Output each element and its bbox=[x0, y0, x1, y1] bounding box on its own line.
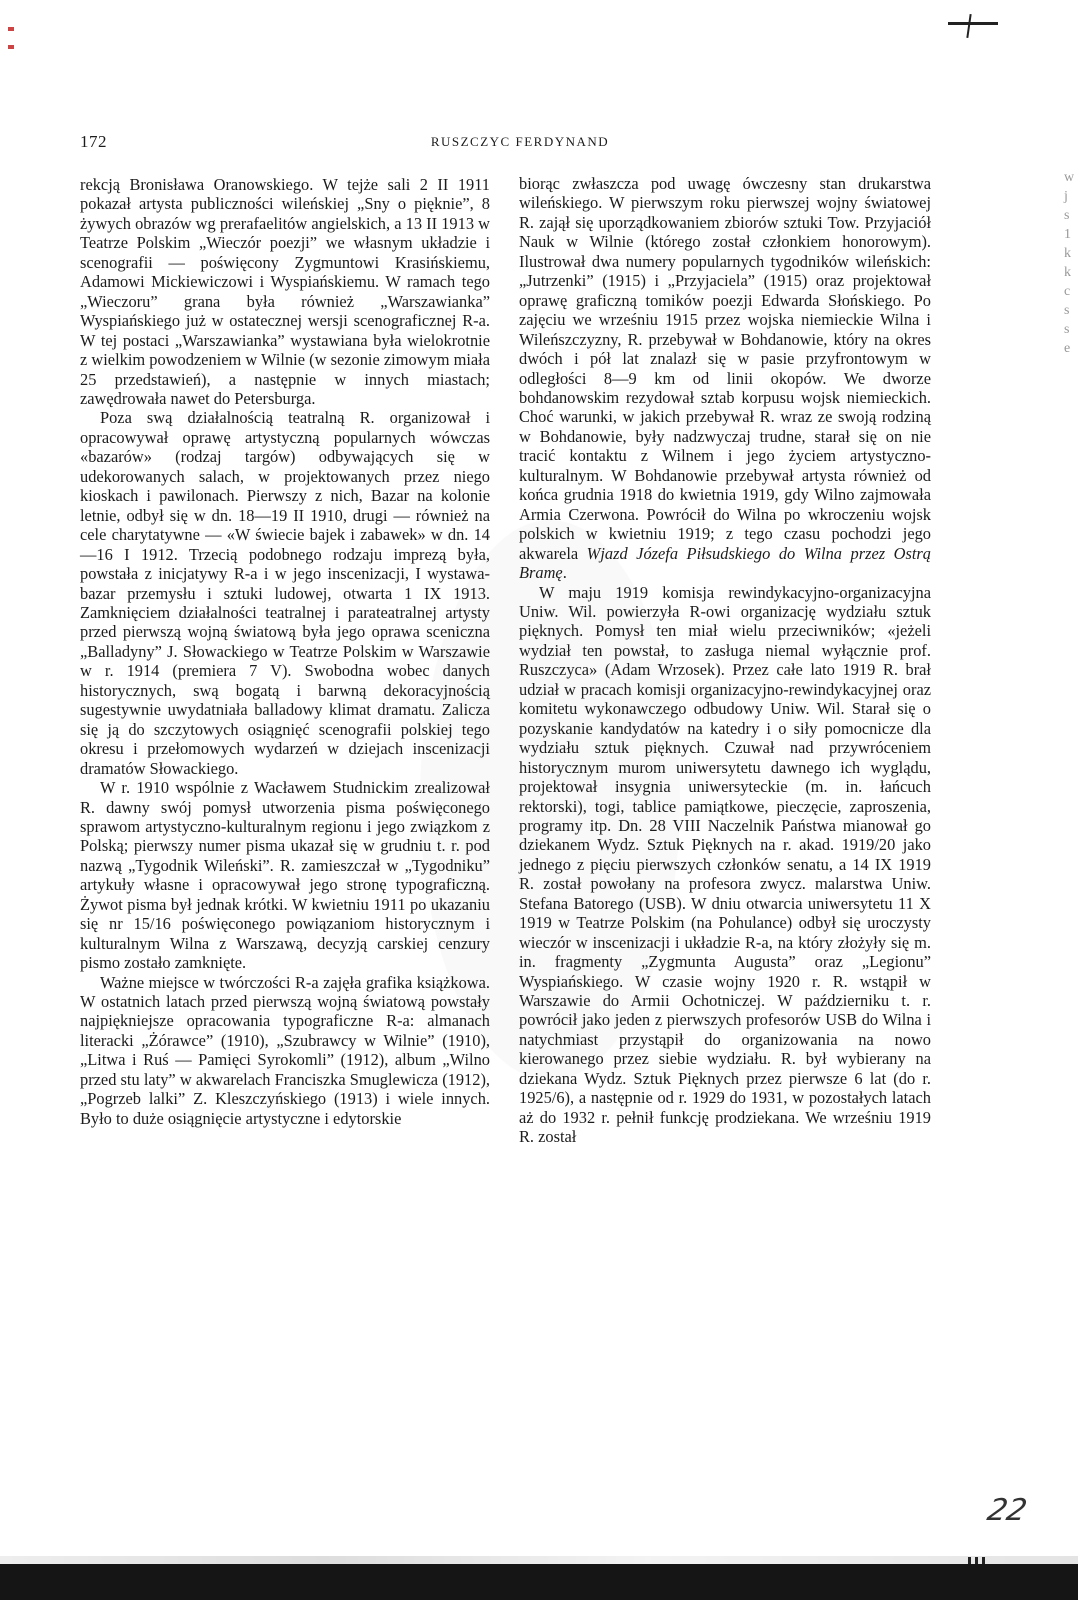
edge-letter: 1 bbox=[1064, 227, 1071, 242]
scan-bottom-band bbox=[0, 1564, 1078, 1600]
left-paragraph-1: rekcją Bronisława Oranowskiego. W tejże sali 2 II 1911 pokazał artysta publiczności wileńskiej „Sny o pięknie”, 8 żywych obrazów wg prerafaelitów angielskich, a 13 II 1913 w Teatrze Polskim „Wieczór poezji” we własnym układzie i scenografii — poświęcony Zygmuntowi Krasińskiemu, Adamowi Mickiewiczowi i Wyspiańskiemu. W ramach tego „Wieczoru” grana była również „Warszawianka” Wyspiańskiego już w ostatecznej wersji scenograficznej R-a. W tej postaci „Warszawianka” wystawiana była wielokrotnie z wielkim powodzeniem w Wilnie (w sezonie zimowym miała 25 przedstawień), a następnie w innych miastach; zawędrowała nawet do Petersburga. bbox=[80, 175, 490, 408]
edge-letter: e bbox=[1064, 341, 1071, 356]
left-column bbox=[80, 175, 490, 1128]
right-paragraph-1-end: . bbox=[562, 563, 567, 583]
artwork-title: Wjazd Józefa Piłsudskiego do Wilna przez Ostrą Bramę bbox=[519, 543, 931, 583]
running-head: RUSZCZYC FERDYNAND bbox=[430, 134, 610, 149]
edge-letter: s bbox=[1064, 322, 1070, 337]
handwritten-sheet-number: 22 bbox=[984, 1493, 1030, 1528]
edge-letter: c bbox=[1064, 284, 1071, 299]
scan-top-tick bbox=[966, 14, 971, 38]
scan-bottom-notch bbox=[968, 1552, 1008, 1560]
page-number: 172 bbox=[80, 132, 107, 151]
edge-letter: s bbox=[1064, 208, 1070, 223]
edge-letter: w bbox=[1064, 170, 1075, 185]
right-paragraph-1 bbox=[519, 174, 931, 583]
edge-letter: j bbox=[1064, 189, 1068, 204]
adjacent-page-edge bbox=[1058, 170, 1078, 400]
scan-bottom-edge bbox=[0, 1556, 1078, 1564]
scan-top-rule bbox=[948, 22, 998, 25]
edge-letter: s bbox=[1064, 303, 1070, 318]
right-paragraph-2: W maju 1919 komisja rewindykacyjno-organizacyjna Uniw. Wil. powierzyła R-owi organizację wydziału sztuk pięknych. Pomysł ten miał wielu przeciwników; «jeżeli wydział ten powstał, to zasługa niemal wyłącznie prof. Ruszczyca» (Adam Wrzosek). Przez całe lato 1919 R. brał udział w pracach komisji organizacyjno-rewindykacyjnej oraz komitetu wykonawczego odbudowy Uniw. Wil. Starał się o pozyskanie kandydatów na katedry i o siły pomocnicze dla wydziału sztuk pięknych. Czuwał nad przywróceniem historycznym murom uniwersytetu dawnego ich wyglądu, projektował insygnia uniwersyteckie (m. in. łańcuch rektorski), togi, tablice pamiątkowe, pieczęcie, zaproszenia, programy itp. Dn. 28 VIII Naczelnik Państwa mianował go dziekanem Wydz. Sztuk Pięknych na r. akad. 1919/20 jako jednego z pięciu pierwszych członków senatu, a 14 IX 1919 R. został powołany na profesora zwycz. malarstwa Uniw. Stefana Batorego (USB). W dniu otwarcia uniwersytetu 11 X 1919 w Teatrze Polskim (na Pohulance) odbył się uroczysty wieczór w inscenizacji i układzie R-a, na który złożyły się m. in. fragmenty „Zygmunta Augusta” oraz „Legionu” Wyspiańskiego. W czasie wojny 1920 r. R. wstąpił w Warszawie do Armii Ochotniczej. W październiku t. r. powrócił jako jeden z pierwszych profesorów USB do Wilna i natychmiast przystąpił do organizowania na nowo kierowanego przez siebie wydziału. R. był wybierany na dziekana Wydz. Sztuk Pięknych przez pierwsze 6 lat (do r. 1925/6), a następnie od r. 1929 do 1931, w pozostałych latach aż do 1932 r. pełnił funkcję prodziekana. We wrześniu 1919 R. został bbox=[519, 582, 931, 1147]
edge-letter: k bbox=[1064, 246, 1071, 261]
right-paragraph-1-text: biorąc zwłaszcza pod uwagę ówczesny stan drukarstwa wileńskiego. W pierwszym roku pierwszej wojny światowej R. zajął się uporządkowaniem zbiorów sztuki Tow. Przyjaciół Nauk w Wilnie (którego został członkiem honorowym). Ilustrował dwa numery popularnych tygodników wileńskich: „Jutrzenki” (1915) i „Przyjaciela” (1915) oraz projektował oprawę graficzną tomików poezji Edwarda Słońskiego. Po zajęciu we wrześniu 1915 przez wojska niemieckie Wilna i Wileńszczyzny, R. przebywał w Bohdanowie, który na okres dwóch i pół lat znalazł się w pasie przyfrontowym w odległości 8—9 km od linii okopów. We dworze bohdanowskim rezydował sztab korpusu wojsk niemieckich. Choć warunki, w jakich przebywał R. wraz ze swoją rodziną w Bohdanowie, były nadzwyczaj trudne, starał się on nie tracić kontaktu z Wilnem i jego życiem artystyczno-kulturalnym. W Bohdanowie przebywał artysta również od końca grudnia 1918 do kwietnia 1919, gdy Wilno zajmowała Armia Czerwona. Powrócił do Wilna po wkroczeniu wojsk polskich w kwietniu 1919; z tego czasu pochodzi jego akwarela bbox=[519, 174, 931, 563]
left-paragraph-2: Poza swą działalnością teatralną R. organizował i opracowywał oprawę artystyczną popularnych wówczas «bazarów» (rodzaj targów) odbywających się w udekorowanych salach, w projektowanych przez niego kioskach i pawilonach. Pierwszy z nich, Bazar na kolonie letnie, odbył się w dn. 18—19 II 1910, drugi — również na cele charytatywne — «W świecie bajek i zabawek» w dn. 14—16 I 1912. Trzecią podobnego rodzaju imprezą była, powstała z inicjatywy R-a i w jego inscenizacji, I wystawa-bazar przemysłu i sztuki ludowej, otwarta 1 IX 1913. Zamknięciem działalności teatralnej i parateatralnej artysty przed pierwszą wojną światową była jego oprawa sceniczna „Balladyny” J. Słowackiego w Teatrze Polskim w Warszawie w r. 1914 (premiera 7 V). Swobodna wobec danych historycznych, swą bogatą i barwną dekoracyjnością sugestywnie uwydatniała balladowy klimat dramatu. Zalicza się ją do szczytowych osiągnięć scenografii polskiej tego okresu i przełomowych wydarzeń w dziejach inscenizacji dramatów Słowackiego. bbox=[80, 408, 490, 778]
scan-corner-marks bbox=[8, 18, 48, 24]
edge-letter: k bbox=[1064, 265, 1071, 280]
left-paragraph-4: Ważne miejsce w twórczości R-a zajęła grafika książkowa. W ostatnich latach przed pierwszą wojną światową powstały najpiękniejsze opracowania typograficzne R-a: almanach literacki „Żórawce” (1910), „Szubrawcy w Wilnie” (1910), „Litwa i Ruś — Pamięci Syrokomli” (1912), album „Wilno przed stu laty” w akwarelach Franciszka Smuglewicza (1912), „Pogrzeb lalki” Z. Kleszczyńskiego (1913) i wiele innych. Było to duże osiągnięcie artystyczne i edytorskie bbox=[80, 972, 490, 1128]
left-paragraph-3: W r. 1910 wspólnie z Wacławem Studnickim zrealizował R. dawny swój pomysł utworzenia pisma poświęconego sprawom artystyczno-kulturalnym regionu i jego związkom z Polską; pierwszy numer pisma ukazał się w grudniu t. r. pod nazwą „Tygodnik Wileński”. R. zamieszczał w „Tygodniku” artykuły własne i opracowywał jego stronę typograficzną. Żywot pisma był jednak krótki. W kwietniu 1911 po ukazaniu się nr 15/16 poświęconego powiązaniom historycznym i kulturalnym Wilna z Warszawą, decyzją carskiej cenzury pismo zostało zamknięte. bbox=[80, 778, 490, 973]
page-header bbox=[80, 132, 960, 154]
right-column bbox=[519, 174, 931, 1147]
